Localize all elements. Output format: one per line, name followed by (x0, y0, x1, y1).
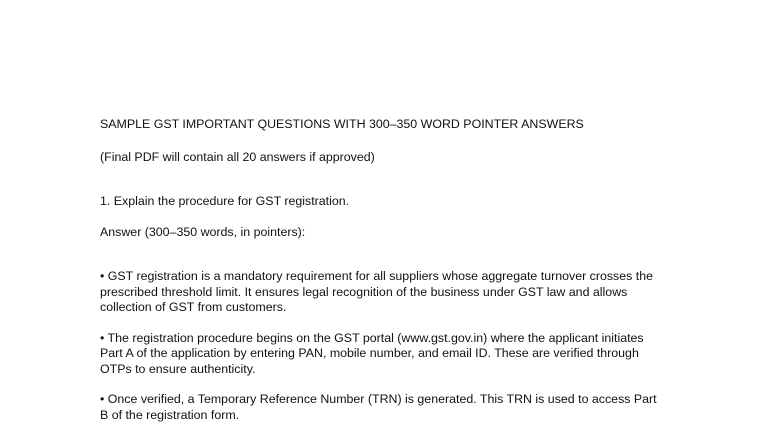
answer-point-line: prescribed threshold limit. It ensures legal recognition of the business under GST law and allows (100, 284, 628, 299)
document-content (100, 117, 700, 438)
document-note: (Final PDF will contain all 20 answers if approved) (100, 149, 375, 164)
answer-point-line: collection of GST from customers. (100, 300, 287, 314)
document-title: SAMPLE GST IMPORTANT QUESTIONS WITH 300–350 WORD POINTER ANSWERS (100, 117, 584, 131)
answer-point-line: B of the registration form. (100, 407, 240, 422)
answer-point (100, 331, 700, 378)
answer-points (100, 269, 700, 423)
answer-label: Answer (300–350 words, in pointers): (100, 224, 306, 239)
answer-point-line: • GST registration is a mandatory requirement for all suppliers whose aggregate turnover crosses the (100, 269, 654, 283)
question-heading: 1. Explain the procedure for GST registration. (100, 194, 350, 208)
answer-point-line: • The registration procedure begins on the GST portal (www.gst.gov.in) where the applicant initiates (100, 330, 644, 345)
answer-point (100, 269, 700, 316)
answer-point-line: OTPs to ensure authenticity. (100, 361, 256, 376)
answer-point-line: Part A of the application by entering PAN, mobile number, and email ID. These are verified through (100, 346, 639, 360)
answer-point (100, 392, 700, 423)
answer-point-line: • Once verified, a Temporary Reference Number (TRN) is generated. This TRN is used to access Part (100, 392, 657, 406)
